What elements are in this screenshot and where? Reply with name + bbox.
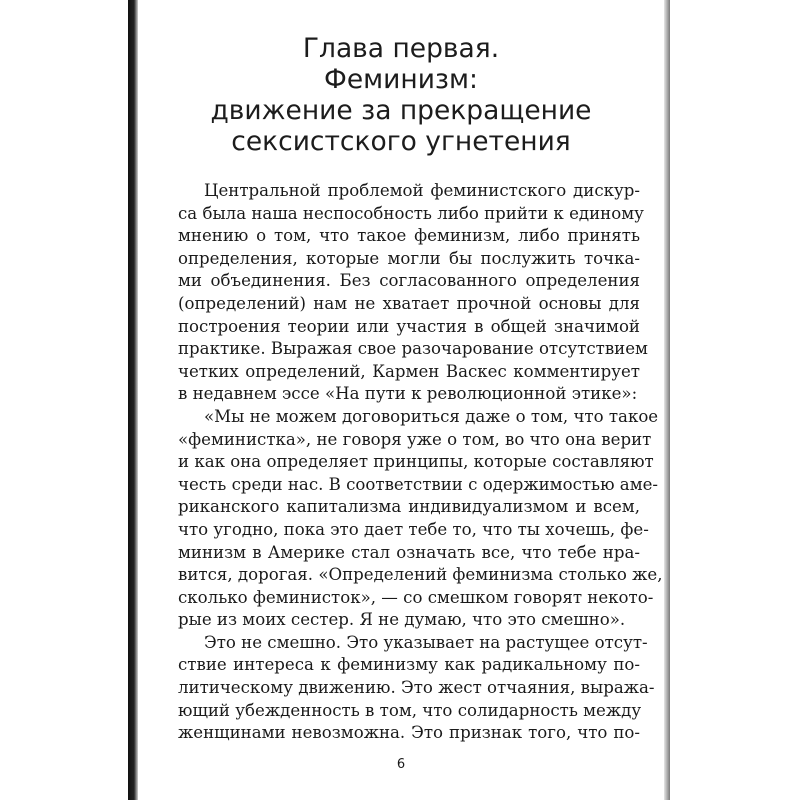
book-page bbox=[138, 0, 664, 800]
quote-line: и как она определяет принципы, которые составляют bbox=[178, 452, 654, 472]
chapter-title bbox=[138, 33, 664, 157]
quote-line: рые из моих сестер. Я не думаю, что это смешно». bbox=[178, 610, 626, 630]
body-text bbox=[178, 180, 663, 745]
text-line: ющий убежденность в том, что солидарность между bbox=[178, 700, 642, 720]
chapter-title-line: движение за прекращение bbox=[210, 95, 592, 126]
text-line: построения теории или участия в общей значимой bbox=[178, 316, 640, 336]
quote-line: риканского капитализма индивидуализмом и всем, bbox=[178, 497, 640, 517]
page-shadow-edge bbox=[664, 0, 670, 800]
text-line: ми объединения. Без согласованного определения bbox=[178, 271, 640, 291]
page-number: 6 bbox=[396, 757, 406, 772]
book-spine-edge bbox=[128, 0, 138, 800]
quote-line: «Мы не можем договориться даже о том, что такое bbox=[204, 406, 659, 426]
quote-line: вится, дорогая. «Определений феминизма столько же, bbox=[178, 565, 663, 585]
text-line: Это не смешно. Это указывает на растущее отсут- bbox=[204, 632, 648, 652]
text-line: практике. Выражая свое разочарование отсутствием bbox=[178, 339, 648, 359]
text-line: женщинами невозможна. Это признак того, что по- bbox=[178, 723, 640, 743]
text-line: Центральной проблемой феминистского дискур- bbox=[204, 181, 640, 200]
text-line: ствие интереса к феминизму как радикальному по- bbox=[178, 655, 640, 675]
text-line: четких определений, Кармен Васкес комментирует bbox=[178, 361, 640, 381]
text-line: са была наша неспособность либо прийти к единому bbox=[178, 203, 644, 223]
quote-line: «феминистка», не говоря уже о том, во что она верит bbox=[178, 429, 652, 449]
text-line: в недавнем эссе «На пути к революционной этике»: bbox=[178, 384, 638, 404]
quote-line: честь среди нас. В соответствии с одержимостью аме- bbox=[178, 474, 659, 494]
quote-line: сколько феминисток», — со смешком говорят некото- bbox=[178, 587, 654, 607]
quote-line: что угодно, пока это дает тебе то, что ты хочешь, фе- bbox=[178, 519, 649, 539]
text-line: определения, которые могли бы послужить точка- bbox=[178, 248, 640, 268]
text-line: мнению о том, что такое феминизм, либо принять bbox=[178, 226, 640, 246]
chapter-title-line: сексистского угнетения bbox=[231, 126, 571, 157]
text-line: литическому движению. Это жест отчаяния, выража- bbox=[178, 678, 655, 698]
quote-line: минизм в Америке стал означать все, что тебе нра- bbox=[178, 542, 640, 562]
chapter-title-line: Глава первая. bbox=[302, 33, 500, 64]
chapter-title-line: Феминизм: bbox=[324, 64, 478, 95]
text-line: (определений) нам не хватает прочной основы для bbox=[178, 293, 640, 313]
